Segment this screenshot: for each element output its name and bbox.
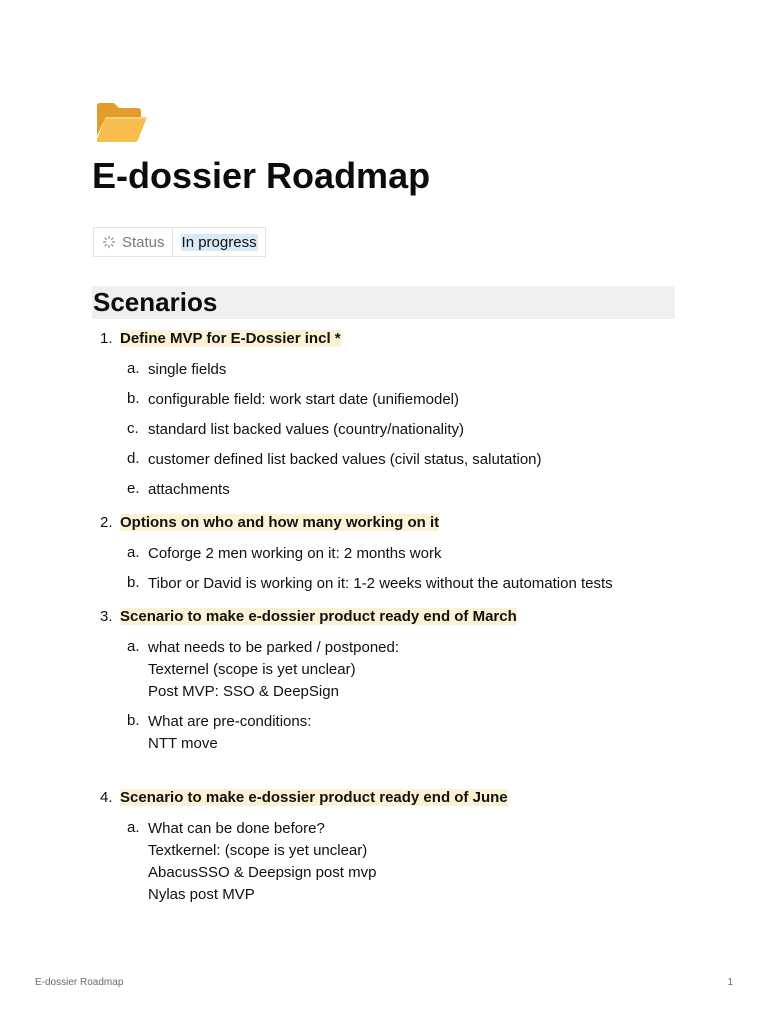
list-item-text: customer defined list backed values (civil status, salutation) (148, 451, 542, 468)
list-item-text: standard list backed values (country/nationality) (148, 421, 464, 438)
status-value: In progress (181, 233, 257, 251)
list-item-text: What are pre-conditions: (148, 713, 312, 730)
list-marker: a. (127, 638, 140, 655)
list-item (120, 633, 692, 707)
list-marker: 3. (100, 608, 113, 625)
sub-list (120, 539, 692, 599)
list-item-text: Nylas post MVP (148, 886, 255, 903)
list-item-text: Post MVP: SSO & DeepSign (148, 683, 339, 700)
list-item (120, 475, 692, 505)
list-item-text: configurable field: work start date (unifiemodel) (148, 391, 459, 408)
list-item (120, 707, 692, 759)
list-item-text: single fields (148, 361, 227, 378)
list-marker: 1. (100, 330, 113, 347)
list-item-text: AbacusSSO & Deepsign post mvp (148, 864, 377, 881)
sub-list (120, 633, 692, 759)
list-item (120, 569, 692, 599)
status-property-label (94, 228, 173, 256)
footer-title: E-dossier Roadmap (35, 977, 124, 988)
list-item-text: what needs to be parked / postponed: (148, 639, 400, 656)
list-marker: a. (127, 544, 140, 561)
page-title: E-dossier Roadmap (92, 155, 431, 196)
list-item-text: What can be done before? (148, 820, 325, 837)
scenario-item (92, 785, 692, 910)
list-item (120, 814, 692, 910)
scenario-title: Options on who and how many working on it (120, 514, 440, 531)
sub-list (120, 814, 692, 910)
properties-table (93, 227, 266, 257)
list-marker: a. (127, 360, 140, 377)
list-marker: c. (127, 420, 139, 437)
list-marker: e. (127, 480, 140, 497)
status-label: Status (122, 233, 165, 251)
list-marker: 2. (100, 514, 113, 531)
list-marker: 4. (100, 789, 113, 806)
list-item (120, 415, 692, 445)
list-item-text: Tibor or David is working on it: 1-2 weeks without the automation tests (148, 575, 613, 592)
sub-list (120, 355, 692, 505)
status-property-value[interactable] (173, 228, 265, 256)
scenario-title: Scenario to make e-dossier product ready end of March (120, 608, 517, 625)
scenario-item (92, 510, 692, 599)
footer-page-number: 1 (727, 977, 733, 988)
scenario-list (92, 326, 692, 910)
scenario-title: Scenario to make e-dossier product ready end of June (120, 789, 508, 806)
scenario-item (92, 604, 692, 759)
status-in-progress-icon (102, 235, 116, 249)
list-item-text: attachments (148, 481, 230, 498)
list-item-text: Textkernel: (scope is yet unclear) (148, 842, 368, 859)
list-item (120, 355, 692, 385)
list-item-text: Coforge 2 men working on it: 2 months work (148, 545, 442, 562)
list-item (120, 539, 692, 569)
list-marker: b. (127, 390, 140, 407)
scenario-title: Define MVP for E-Dossier incl * (120, 330, 341, 347)
list-marker: b. (127, 712, 140, 729)
scenario-item (92, 326, 692, 505)
list-item-text: Texternel (scope is yet unclear) (148, 661, 356, 678)
folder-icon (94, 100, 150, 144)
section-heading-scenarios: Scenarios (92, 286, 675, 319)
list-item-text: NTT move (148, 735, 218, 752)
list-item (120, 445, 692, 475)
list-marker: b. (127, 574, 140, 591)
list-marker: d. (127, 450, 140, 467)
list-marker: a. (127, 819, 140, 836)
list-item (120, 385, 692, 415)
